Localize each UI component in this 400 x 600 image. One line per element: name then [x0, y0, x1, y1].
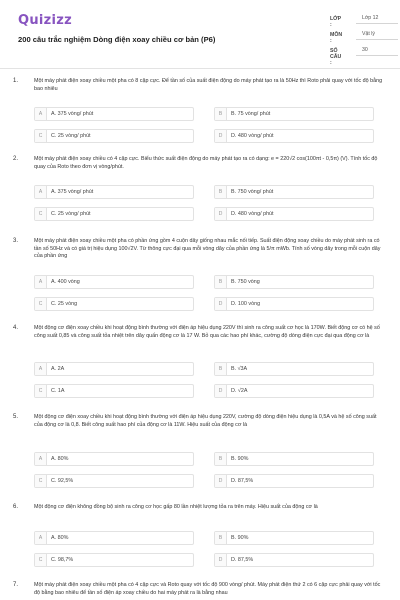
option-text: A. 2A — [51, 366, 65, 372]
option-b[interactable] — [214, 452, 374, 466]
option-text: C. 92,5% — [51, 478, 74, 484]
question-text: Một động cơ điện không đồng bộ sinh ra công cơ học gấp 80 lần nhiệt lượng tỏa ra trên máy. Hiệu suất của động cơ là — [34, 504, 318, 510]
option-text: B. 750 vòng — [231, 279, 260, 285]
question-text: Một máy phát điện xoay chiều có 4 cặp cực. Biểu thức suất điện động do máy phát tạo ra có dạng: e = 220√2 cos(100πt - 0,5π) (V). Tính tốc độ quay của Roto theo đơn vị vòng/phút. — [34, 156, 378, 170]
option-letter: B — [215, 186, 227, 198]
option-a[interactable] — [34, 531, 194, 545]
option-letter: D — [215, 385, 227, 397]
option-d[interactable] — [214, 297, 374, 311]
option-letter: A — [35, 532, 47, 544]
meta-count-label: SỐ CÂU : — [330, 48, 342, 66]
option-text: B. 750 vòng/ phút — [231, 189, 274, 195]
option-letter: C — [35, 298, 47, 310]
option-c[interactable] — [34, 297, 194, 311]
option-text: C. 98,7% — [51, 557, 74, 563]
option-b[interactable] — [214, 362, 374, 376]
option-letter: D — [215, 208, 227, 220]
option-letter: B — [215, 453, 227, 465]
option-a[interactable] — [34, 275, 194, 289]
option-c[interactable] — [34, 474, 194, 488]
option-letter: D — [215, 298, 227, 310]
option-a[interactable] — [34, 452, 194, 466]
option-letter: A — [35, 108, 47, 120]
meta-subject-value: Vật lý — [356, 30, 398, 40]
option-text: A. 375 vòng/ phút — [51, 111, 94, 117]
option-text: C. 25 vòng — [51, 301, 78, 307]
option-text: A. 375 vòng/ phút — [51, 189, 94, 195]
option-text: B. 90% — [231, 535, 249, 541]
question-number: 1. — [13, 78, 19, 84]
option-b[interactable] — [214, 185, 374, 199]
option-letter: C — [35, 554, 47, 566]
option-letter: B — [215, 276, 227, 288]
option-text: B. 90% — [231, 456, 249, 462]
meta-class-label: LỚP : — [330, 16, 341, 28]
option-text: D. 480 vòng/ phút — [231, 211, 274, 217]
option-letter: B — [215, 108, 227, 120]
option-letter: C — [35, 208, 47, 220]
option-c[interactable] — [34, 553, 194, 567]
option-letter: D — [215, 130, 227, 142]
option-c[interactable] — [34, 207, 194, 221]
option-text: B. √3A — [231, 366, 248, 372]
option-text: D. √2A — [231, 388, 248, 394]
question-number: 2. — [13, 156, 19, 162]
option-letter: A — [35, 363, 47, 375]
option-letter: A — [35, 276, 47, 288]
question-text: Một động cơ điện xoay chiều khi hoạt động bình thường với điện áp hiệu dụng 220V thì sinh ra công suất cơ học là 170W. Biết động cơ có hệ số công suất 0,85 và công suất tỏa nhiệt trên dây quấn động cơ là 17 W. Bỏ qua các hao phí khác, cường độ dòng điện cực đại qua động cơ là — [34, 325, 380, 339]
option-text: A. 80% — [51, 456, 69, 462]
option-a[interactable] — [34, 362, 194, 376]
option-text: D. 87,5% — [231, 478, 254, 484]
option-letter: A — [35, 186, 47, 198]
option-text: B. 75 vòng/ phút — [231, 111, 271, 117]
option-text: A. 400 vòng — [51, 279, 80, 285]
option-d[interactable] — [214, 207, 374, 221]
option-b[interactable] — [214, 531, 374, 545]
option-d[interactable] — [214, 384, 374, 398]
option-a[interactable] — [34, 185, 194, 199]
option-letter: A — [35, 453, 47, 465]
option-b[interactable] — [214, 107, 374, 121]
option-letter: C — [35, 130, 47, 142]
quizizz-logo: Quizizz — [18, 13, 73, 28]
option-c[interactable] — [34, 129, 194, 143]
question-number: 7. — [13, 582, 19, 588]
option-b[interactable] — [214, 275, 374, 289]
meta-count-value: 30 — [356, 46, 398, 56]
option-letter: B — [215, 532, 227, 544]
option-text: C. 25 vòng/ phút — [51, 211, 91, 217]
question-text: Một máy phát điện xoay chiều một pha có 8 cặp cực. Để tần số của suất điện động do máy phát tạo ra là 50Hz thì Roto phải quay với tốc độ bằng bao nhiêu — [34, 78, 383, 92]
meta-class-value: Lớp 12 — [356, 14, 398, 24]
option-letter: D — [215, 475, 227, 487]
option-text: C. 25 vòng/ phút — [51, 133, 91, 139]
worksheet-title: 200 câu trắc nghiệm Dòng điện xoay chiều cơ bản (P6) — [18, 35, 216, 44]
question-number: 6. — [13, 504, 19, 510]
option-letter: C — [35, 475, 47, 487]
option-text: C. 1A — [51, 388, 65, 394]
option-d[interactable] — [214, 553, 374, 567]
option-d[interactable] — [214, 129, 374, 143]
option-letter: B — [215, 363, 227, 375]
question-number: 5. — [13, 414, 19, 420]
question-text: Một động cơ điện xoay chiều khi hoạt động bình thường với điện áp hiệu dụng 220V, cường độ dòng điện hiệu dụng là 0,5A và hệ số công suất của động cơ là 0,8. Biết công suất hao phí của động cơ là 11W. Hiệu suất của động cơ là — [34, 414, 377, 428]
option-letter: C — [35, 385, 47, 397]
option-d[interactable] — [214, 474, 374, 488]
option-text: D. 87,5% — [231, 557, 254, 563]
question-text: Một máy phát điện xoay chiều một pha có 4 cặp cực và Roto quay với tốc độ 900 vòng/ phút. Máy phát điện thứ 2 có 6 cặp cực phải quay với tốc độ bằng bao nhiêu để tần số điện áp xoay chiều do hai máy phát ra là bằng nhau — [34, 582, 381, 596]
question-number: 3. — [13, 238, 19, 244]
meta-subject-label: MÔN : — [330, 32, 343, 44]
option-letter: D — [215, 554, 227, 566]
option-c[interactable] — [34, 384, 194, 398]
option-a[interactable] — [34, 107, 194, 121]
question-number: 4. — [13, 325, 19, 331]
question-text: Một máy phát điện xoay chiều một pha có phần ứng gồm 4 cuộn dây giống nhau mắc nối tiếp. Suất điện động xoay chiều do máy phát sinh ra có tần số 50Hz và có giá trị hiệu dụng 100√2V. Từ thông cực đại qua mỗi vòng dây của phần ứng là 5/π mWb. Tính số vòng dây trong mỗi cuộn dây của phần ứng — [34, 238, 381, 260]
option-text: D. 480 vòng/ phút — [231, 133, 274, 139]
worksheet-header — [0, 0, 400, 69]
option-text: A. 80% — [51, 535, 69, 541]
option-text: D. 100 vòng — [231, 301, 261, 307]
